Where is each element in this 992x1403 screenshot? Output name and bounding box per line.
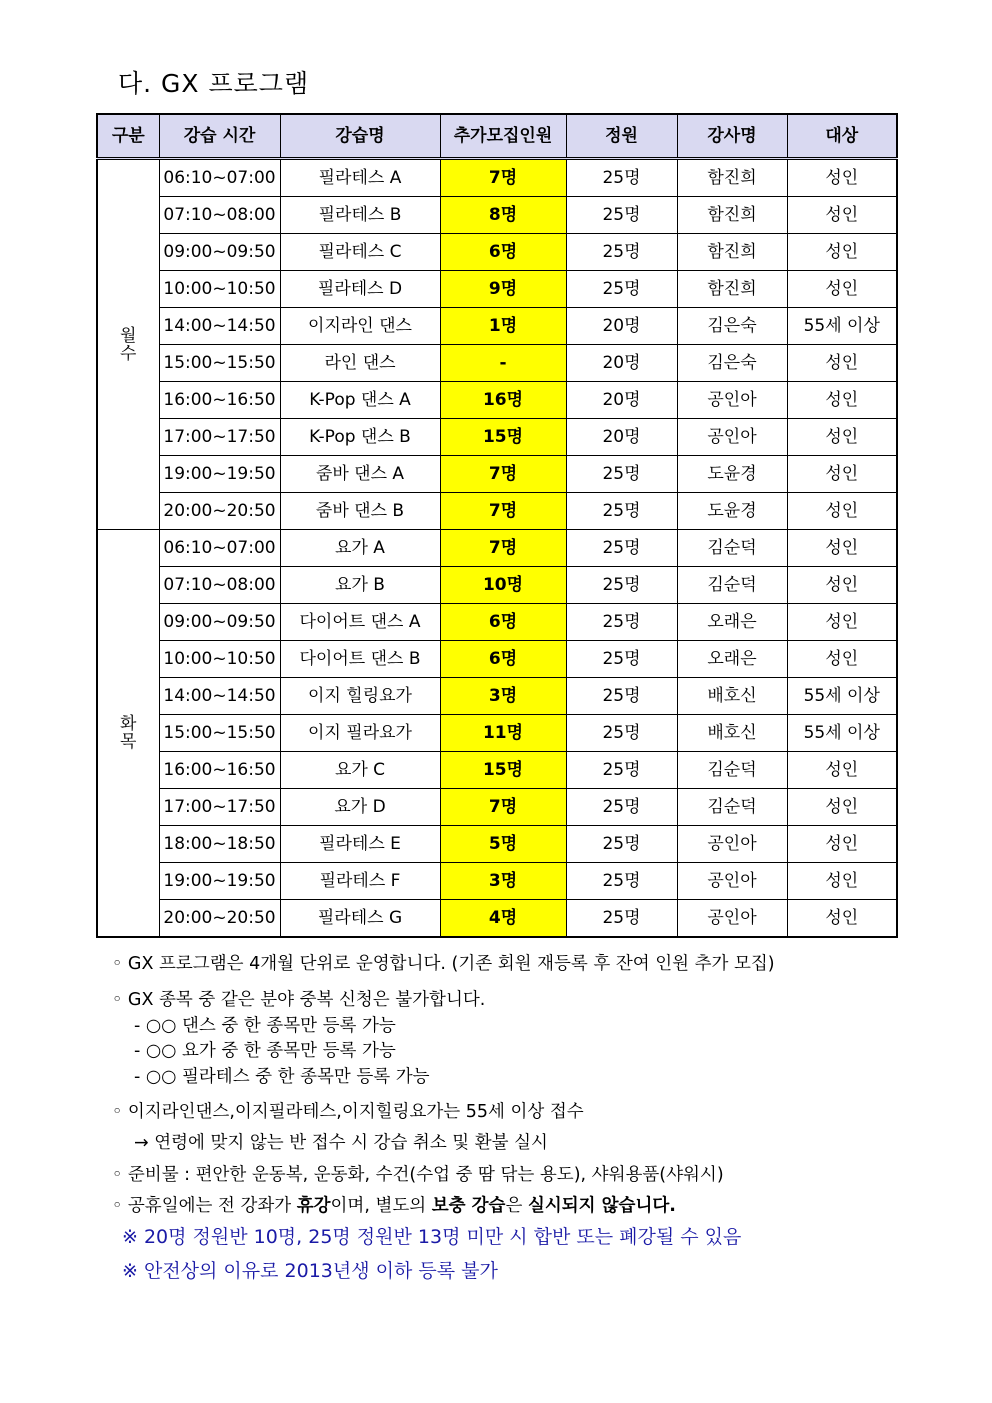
cell-instructor: 함진희 (677, 197, 787, 234)
cell-instructor: 오래은 (677, 604, 787, 641)
cell-additional-recruit: 7명 (440, 456, 566, 493)
cell-time: 07:10~08:00 (159, 197, 280, 234)
note-pilates-rule: - ○○ 필라테스 중 한 종목만 등록 가능 (134, 1067, 430, 1087)
cell-time: 09:00~09:50 (159, 604, 280, 641)
cell-additional-recruit: 8명 (440, 197, 566, 234)
note-age-restriction: ※ 안전상의 이유로 2013년생 이하 등록 불가 (122, 1260, 498, 1282)
cell-target: 성인 (787, 863, 897, 900)
page-title: 다. GX 프로그램 (118, 69, 310, 98)
cell-target: 성인 (787, 419, 897, 456)
cell-capacity: 20명 (566, 419, 677, 456)
cell-instructor: 함진희 (677, 234, 787, 271)
cell-time: 20:00~20:50 (159, 900, 280, 938)
cell-instructor: 공인아 (677, 863, 787, 900)
cell-class-name: 요가 B (280, 567, 440, 604)
table-header-row (97, 114, 897, 159)
cell-additional-recruit: 6명 (440, 641, 566, 678)
cell-capacity: 25명 (566, 604, 677, 641)
cell-target: 55세 이상 (787, 678, 897, 715)
cell-capacity: 25명 (566, 234, 677, 271)
cell-time: 17:00~17:50 (159, 419, 280, 456)
table-row (97, 826, 897, 863)
cell-class-name: 다이어트 댄스 A (280, 604, 440, 641)
cell-class-name: 필라테스 F (280, 863, 440, 900)
cell-capacity: 25명 (566, 456, 677, 493)
header-group: 구분 (97, 114, 159, 159)
cell-instructor: 함진희 (677, 159, 787, 197)
cell-target: 성인 (787, 159, 897, 197)
cell-instructor: 김은숙 (677, 308, 787, 345)
table-row (97, 567, 897, 604)
cell-instructor: 김은숙 (677, 345, 787, 382)
cell-class-name: 필라테스 G (280, 900, 440, 938)
header-instructor: 강사명 (677, 114, 787, 159)
cell-class-name: 요가 D (280, 789, 440, 826)
cell-capacity: 25명 (566, 900, 677, 938)
note-dance-rule: - ○○ 댄스 중 한 종목만 등록 가능 (134, 1016, 396, 1036)
cell-target: 성인 (787, 641, 897, 678)
cell-capacity: 25명 (566, 159, 677, 197)
table-row (97, 456, 897, 493)
cell-time: 15:00~15:50 (159, 715, 280, 752)
group-label (97, 159, 159, 530)
cell-instructor: 공인아 (677, 419, 787, 456)
cell-time: 09:00~09:50 (159, 234, 280, 271)
table-row (97, 863, 897, 900)
table-row (97, 530, 897, 567)
cell-class-name: 줌바 댄스 B (280, 493, 440, 530)
cell-additional-recruit: 1명 (440, 308, 566, 345)
header-additional-recruit: 추가모집인원 (440, 114, 566, 159)
cell-target: 55세 이상 (787, 308, 897, 345)
cell-additional-recruit: 7명 (440, 159, 566, 197)
cell-capacity: 25명 (566, 641, 677, 678)
cell-target: 성인 (787, 456, 897, 493)
header-target: 대상 (787, 114, 897, 159)
group-label-line: 월 (120, 325, 137, 346)
cell-time: 10:00~10:50 (159, 641, 280, 678)
cell-class-name: 라인 댄스 (280, 345, 440, 382)
table-row (97, 234, 897, 271)
cell-class-name: 요가 C (280, 752, 440, 789)
cell-additional-recruit: 6명 (440, 604, 566, 641)
cell-instructor: 김순덕 (677, 530, 787, 567)
note-yoga-rule: - ○○ 요가 중 한 종목만 등록 가능 (134, 1041, 396, 1061)
cell-capacity: 25명 (566, 197, 677, 234)
group-label-line: 목 (120, 732, 137, 752)
note-merge-warning: ※ 20명 정원반 10명, 25명 정원반 13명 미만 시 합반 또는 폐강될 수 있음 (122, 1226, 742, 1248)
table-row (97, 159, 897, 197)
cell-class-name: 필라테스 C (280, 234, 440, 271)
cell-class-name: 이지 힐링요가 (280, 678, 440, 715)
note-age-rule: ◦ 이지라인댄스,이지필라테스,이지힐링요가는 55세 이상 접수 (112, 1102, 584, 1122)
cell-time: 19:00~19:50 (159, 863, 280, 900)
cell-additional-recruit: 7명 (440, 530, 566, 567)
cell-additional-recruit: 15명 (440, 419, 566, 456)
note-holiday: ◦ 공휴일에는 전 강좌가 휴강이며, 별도의 보충 강습은 실시되지 않습니다. (112, 1196, 676, 1216)
cell-instructor: 도윤경 (677, 456, 787, 493)
note-duplicate-rule: ◦ GX 종목 중 같은 분야 중복 신청은 불가합니다. (112, 990, 486, 1010)
table-row (97, 271, 897, 308)
cell-capacity: 25명 (566, 789, 677, 826)
cell-additional-recruit: 6명 (440, 234, 566, 271)
cell-class-name: K-Pop 댄스 B (280, 419, 440, 456)
cell-time: 14:00~14:50 (159, 678, 280, 715)
table-row (97, 419, 897, 456)
cell-instructor: 도윤경 (677, 493, 787, 530)
cell-additional-recruit: 7명 (440, 493, 566, 530)
cell-additional-recruit: 3명 (440, 678, 566, 715)
cell-class-name: 다이어트 댄스 B (280, 641, 440, 678)
cell-instructor: 함진희 (677, 271, 787, 308)
gx-schedule-table (96, 113, 898, 938)
cell-target: 성인 (787, 826, 897, 863)
table-row (97, 382, 897, 419)
cell-target: 성인 (787, 604, 897, 641)
cell-target: 성인 (787, 234, 897, 271)
note-supplies: ◦ 준비물 : 편안한 운동복, 운동화, 수건(수업 중 땀 닦는 용도), 샤워용품(샤워시) (112, 1165, 724, 1185)
cell-time: 16:00~16:50 (159, 382, 280, 419)
cell-instructor: 오래은 (677, 641, 787, 678)
cell-capacity: 20명 (566, 345, 677, 382)
cell-instructor: 공인아 (677, 382, 787, 419)
cell-class-name: K-Pop 댄스 A (280, 382, 440, 419)
cell-target: 성인 (787, 789, 897, 826)
cell-capacity: 25명 (566, 530, 677, 567)
cell-instructor: 김순덕 (677, 752, 787, 789)
cell-additional-recruit: 16명 (440, 382, 566, 419)
table-row (97, 308, 897, 345)
cell-target: 성인 (787, 493, 897, 530)
cell-class-name: 줌바 댄스 A (280, 456, 440, 493)
cell-instructor: 배호신 (677, 715, 787, 752)
cell-capacity: 25명 (566, 567, 677, 604)
cell-time: 17:00~17:50 (159, 789, 280, 826)
cell-time: 18:00~18:50 (159, 826, 280, 863)
table-row (97, 641, 897, 678)
cell-capacity: 25명 (566, 493, 677, 530)
header-capacity: 정원 (566, 114, 677, 159)
cell-target: 성인 (787, 752, 897, 789)
group-label-line: 화 (120, 714, 137, 734)
cell-capacity: 25명 (566, 752, 677, 789)
cell-class-name: 필라테스 B (280, 197, 440, 234)
cell-additional-recruit: 5명 (440, 826, 566, 863)
cell-class-name: 필라테스 A (280, 159, 440, 197)
cell-capacity: 25명 (566, 271, 677, 308)
cell-capacity: 25명 (566, 826, 677, 863)
cell-class-name: 요가 A (280, 530, 440, 567)
cell-additional-recruit: 7명 (440, 789, 566, 826)
cell-target: 성인 (787, 382, 897, 419)
cell-instructor: 공인아 (677, 826, 787, 863)
header-class-name: 강습명 (280, 114, 440, 159)
cell-additional-recruit: 10명 (440, 567, 566, 604)
cell-capacity: 25명 (566, 863, 677, 900)
cell-target: 성인 (787, 271, 897, 308)
cell-time: 20:00~20:50 (159, 493, 280, 530)
cell-time: 16:00~16:50 (159, 752, 280, 789)
table-row (97, 604, 897, 641)
table-row (97, 197, 897, 234)
cell-additional-recruit: 15명 (440, 752, 566, 789)
cell-capacity: 20명 (566, 308, 677, 345)
cell-additional-recruit: 3명 (440, 863, 566, 900)
cell-class-name: 필라테스 E (280, 826, 440, 863)
cell-additional-recruit: 9명 (440, 271, 566, 308)
table-row (97, 752, 897, 789)
cell-time: 06:10~07:00 (159, 530, 280, 567)
group-label (97, 530, 159, 938)
cell-target: 성인 (787, 900, 897, 938)
cell-target: 55세 이상 (787, 715, 897, 752)
cell-target: 성인 (787, 345, 897, 382)
cell-time: 14:00~14:50 (159, 308, 280, 345)
cell-capacity: 20명 (566, 382, 677, 419)
table-row (97, 900, 897, 938)
cell-additional-recruit: 11명 (440, 715, 566, 752)
cell-additional-recruit: 4명 (440, 900, 566, 938)
cell-instructor: 공인아 (677, 900, 787, 938)
table-row (97, 715, 897, 752)
cell-time: 06:10~07:00 (159, 159, 280, 197)
header-time: 강습 시간 (159, 114, 280, 159)
table-row (97, 678, 897, 715)
table-row (97, 789, 897, 826)
cell-class-name: 이지 필라요가 (280, 715, 440, 752)
cell-time: 07:10~08:00 (159, 567, 280, 604)
cell-instructor: 김순덕 (677, 789, 787, 826)
cell-class-name: 이지라인 댄스 (280, 308, 440, 345)
table-row (97, 345, 897, 382)
cell-capacity: 25명 (566, 715, 677, 752)
cell-class-name: 필라테스 D (280, 271, 440, 308)
cell-time: 15:00~15:50 (159, 345, 280, 382)
cell-capacity: 25명 (566, 678, 677, 715)
note-age-refund: → 연령에 맞지 않는 반 접수 시 강습 취소 및 환불 실시 (134, 1133, 548, 1153)
cell-target: 성인 (787, 197, 897, 234)
cell-time: 10:00~10:50 (159, 271, 280, 308)
cell-time: 19:00~19:50 (159, 456, 280, 493)
cell-additional-recruit: - (440, 345, 566, 382)
cell-target: 성인 (787, 530, 897, 567)
group-label-line: 수 (120, 343, 137, 364)
note-program-period: ◦ GX 프로그램은 4개월 단위로 운영합니다. (기존 회원 재등록 후 잔여 인원 추가 모집) (112, 954, 775, 974)
table-row (97, 493, 897, 530)
cell-instructor: 김순덕 (677, 567, 787, 604)
cell-target: 성인 (787, 567, 897, 604)
cell-instructor: 배호신 (677, 678, 787, 715)
